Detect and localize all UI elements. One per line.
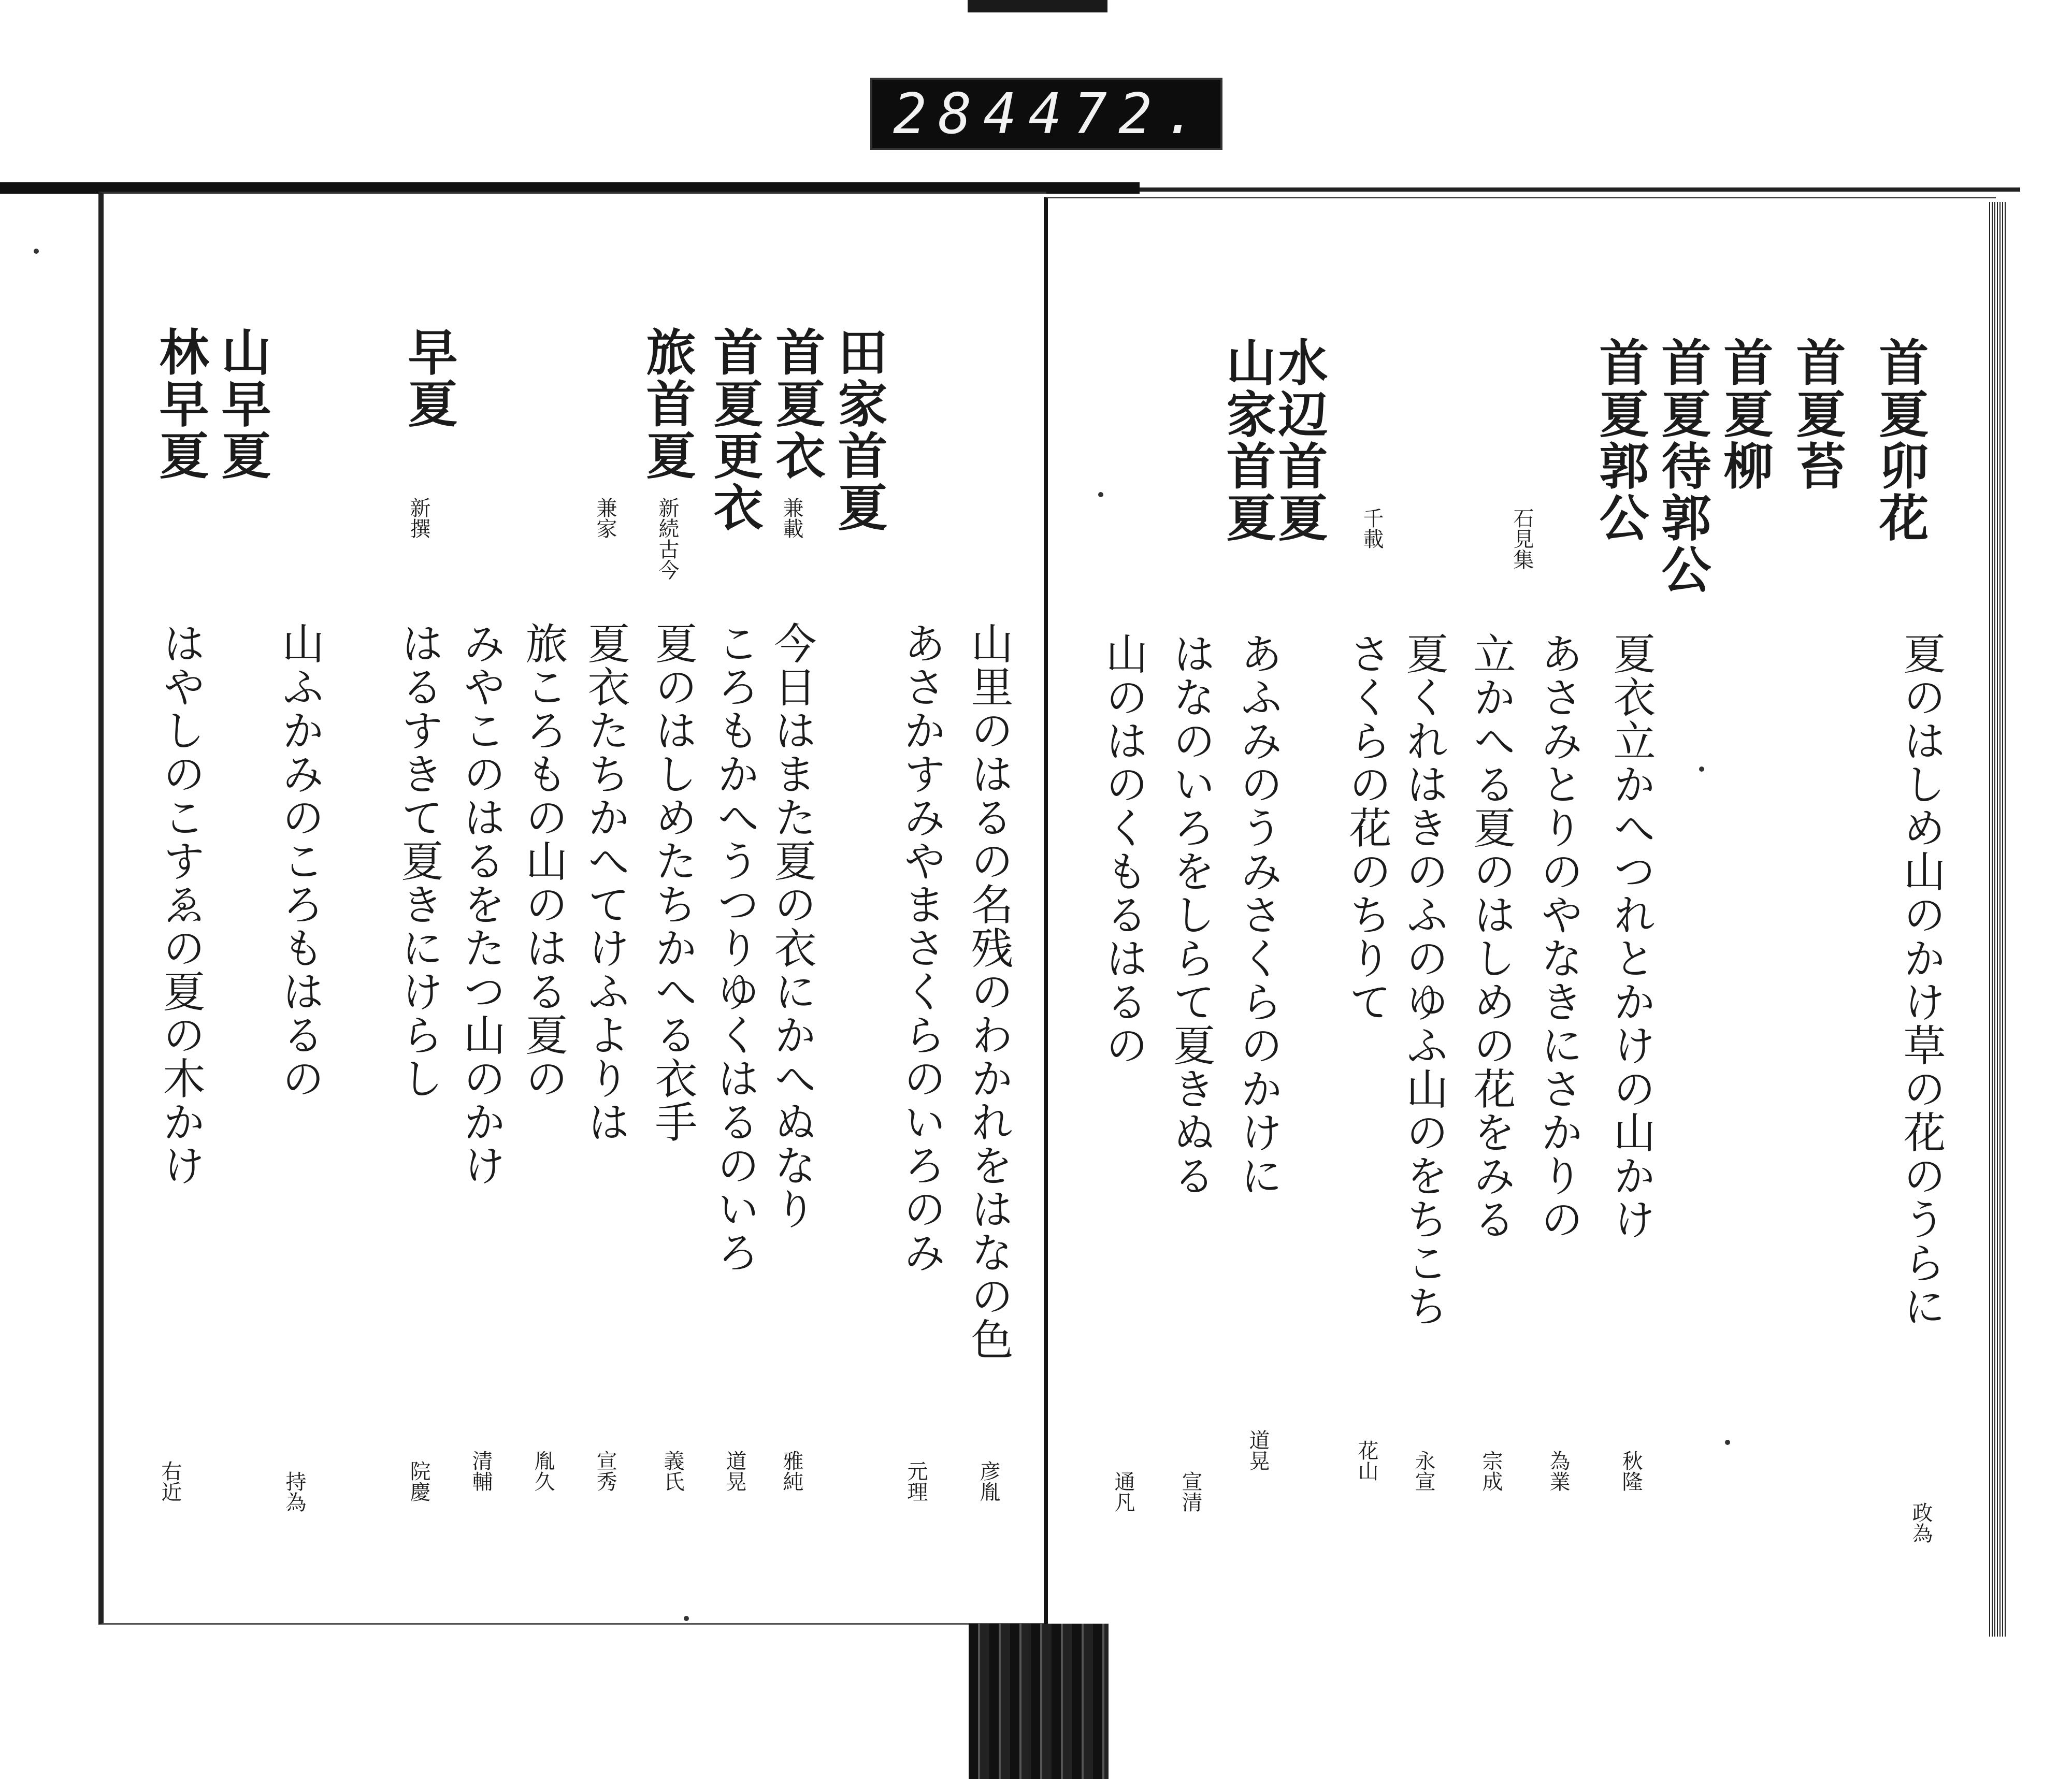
heading: 首夏待郭公 — [1653, 337, 1712, 596]
gutter-bottom-binding — [969, 1624, 1109, 1779]
poet-name: 持為 — [282, 1471, 306, 1512]
poem-line: 夏衣たちかへてけふよりは — [581, 621, 630, 1144]
poem-line: 夏衣立かへつれとかけの山かけ — [1606, 632, 1656, 1241]
heading: 首夏衣 — [768, 326, 826, 482]
poet-name: 道晃 — [1246, 1429, 1270, 1471]
poet-name: 院慶 — [407, 1460, 430, 1502]
poet-name: 為業 — [1546, 1450, 1570, 1492]
heading: 首夏苔 — [1788, 337, 1847, 492]
poem-line: 立かへる夏のはしめの花をみる — [1466, 632, 1516, 1241]
scan-speck — [1098, 492, 1103, 497]
poet-name: 清輔 — [469, 1450, 493, 1492]
poem-line: あふみのうみさくらのかけに — [1233, 632, 1283, 1197]
source-note: 石見集 — [1510, 508, 1534, 570]
poem-line: 今日はまた夏の衣にかへぬなり — [767, 621, 816, 1231]
poem-line: 夏のはしめ山のかけ草の花のうらに — [1896, 632, 1946, 1328]
heading: 首夏卯花 — [1871, 337, 1930, 544]
poet-name: 花山 — [1355, 1440, 1378, 1481]
heading: 首夏更衣 — [706, 326, 764, 533]
poem-line: さくらの花のちりて — [1342, 632, 1391, 1023]
poem-line: はなのいろをしらて夏きぬる — [1166, 632, 1215, 1197]
poet-name: 通凡 — [1111, 1471, 1135, 1512]
poem-line: 山のはのくもるはるの — [1099, 632, 1148, 1067]
scan-speck — [1725, 1440, 1730, 1445]
source-note: 新撰 — [407, 497, 430, 539]
poem-line: みやこのはるをたつ山のかけ — [456, 621, 506, 1187]
poet-name: 宗成 — [1479, 1450, 1503, 1492]
source-note: 新続古今 — [655, 497, 679, 580]
poet-name: 永宣 — [1412, 1450, 1435, 1492]
poet-name: 彦胤 — [976, 1460, 1000, 1502]
poem-line: 夏のはしめたちかへる衣手 — [648, 621, 697, 1144]
poet-name: 義氏 — [660, 1450, 684, 1492]
book-page-edges — [1989, 202, 2006, 1637]
poem-line: ころもかへうつりゆくはるのいろ — [710, 621, 759, 1274]
film-number-right: 472. — [1028, 81, 1209, 147]
poem-line: あさみとりのやなきにさかりの — [1534, 632, 1583, 1241]
poem-line: あさかすみやまさくらのいろのみ — [897, 621, 946, 1274]
source-note: 兼載 — [780, 497, 803, 539]
poet-name: 元理 — [904, 1460, 928, 1502]
source-note: 千載 — [1360, 508, 1384, 549]
poem-line: 旅ころもの山のはる夏の — [519, 621, 568, 1100]
poet-name: 宣秀 — [593, 1450, 617, 1492]
film-number-left: 284 — [893, 81, 1029, 147]
poem-line: 山ふかみのころもはるの — [275, 621, 324, 1100]
poet-name: 政為 — [1909, 1502, 1933, 1543]
source-note: 兼家 — [593, 497, 617, 539]
poet-name: 宣清 — [1178, 1471, 1202, 1512]
heading: 旅首夏 — [638, 326, 697, 482]
poem-line: 山里のはるの名残のわかれをはなの色 — [964, 621, 1013, 1361]
film-number-plate — [870, 78, 1222, 150]
scan-speck — [34, 249, 39, 254]
poet-name: 右近 — [158, 1460, 182, 1502]
heading: 山家首夏 — [1218, 337, 1277, 544]
heading: 山早夏 — [213, 326, 272, 482]
poet-name: 道晃 — [723, 1450, 746, 1492]
gutter-top-binding — [968, 0, 1107, 12]
scan-speck — [1699, 766, 1704, 772]
heading: 林早夏 — [151, 326, 210, 482]
poem-line: はるすきて夏きにけらし — [394, 621, 443, 1100]
heading: 首夏柳 — [1716, 337, 1774, 492]
poet-name: 雅純 — [780, 1450, 803, 1492]
scan-speck — [684, 1616, 689, 1621]
poem-line: はやしのこすゑの夏の木かけ — [156, 621, 205, 1187]
poet-name: 胤久 — [531, 1450, 555, 1492]
poem-line: 夏くれはきのふのゆふ山のをちこち — [1399, 632, 1448, 1328]
heading: 首夏郭公 — [1591, 337, 1650, 544]
heading: 田家首夏 — [830, 326, 888, 533]
heading: 水辺首夏 — [1270, 337, 1329, 544]
scan-edge-top-right — [1140, 187, 2020, 192]
heading: 早夏 — [400, 326, 458, 430]
poet-name: 秋隆 — [1619, 1450, 1643, 1492]
